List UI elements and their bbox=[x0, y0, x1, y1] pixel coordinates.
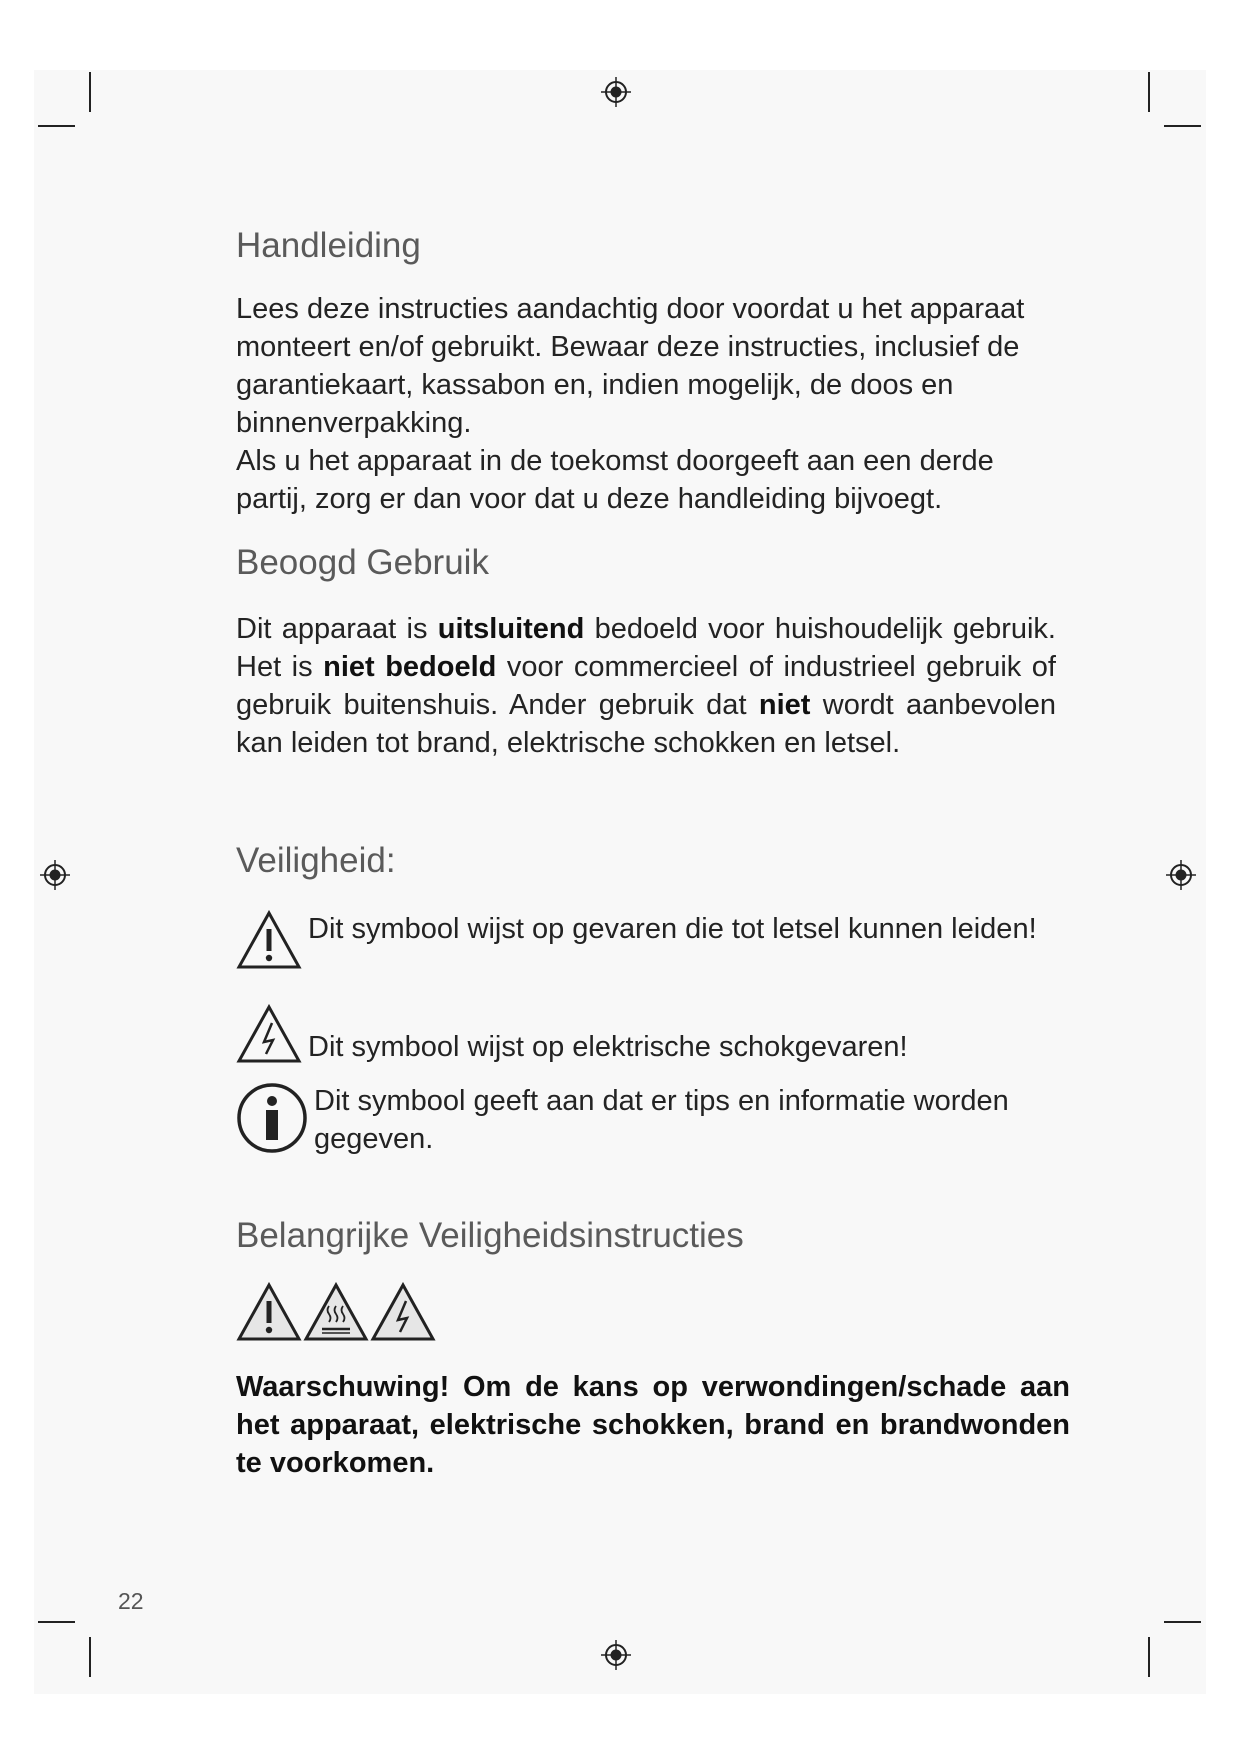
beoogd-text-1: Dit apparaat is bbox=[236, 613, 438, 645]
symbol-text-electric: Dit symbool wijst op elektrische schokgevaren! bbox=[308, 1031, 908, 1063]
warning-triangle-icon bbox=[236, 1282, 302, 1342]
registration-mark-icon bbox=[601, 1640, 631, 1670]
symbol-row-electric bbox=[236, 1004, 1096, 1066]
electric-shock-triangle-icon bbox=[236, 1004, 302, 1064]
info-circle-icon bbox=[236, 1082, 308, 1154]
beoogd-bold-3: niet bbox=[758, 689, 811, 721]
crop-mark bbox=[89, 1637, 91, 1677]
crop-mark bbox=[38, 1621, 75, 1623]
beoogd-text-4: wordt aanbevolen kan leiden tot brand, elektrische schokken en letsel. bbox=[236, 689, 1057, 759]
warning-paragraph: Waarschuwing! Om de kans op verwondingen/schade aan het apparaat, elektrische schokken, brand en brandwonden te voorkomen. bbox=[236, 1371, 1070, 1479]
crop-mark bbox=[1164, 1621, 1201, 1623]
beoogd-bold-2: niet bedoeld bbox=[323, 651, 497, 683]
symbol-text-warning: Dit symbool wijst op gevaren die tot letsel kunnen leiden! bbox=[308, 913, 1037, 945]
warning-triangle-icon bbox=[236, 910, 302, 970]
hot-surface-triangle-icon bbox=[303, 1282, 369, 1342]
crop-mark bbox=[1164, 125, 1201, 127]
beoogd-text-2: bedoeld voor huishoudelijk gebruik. Het is bbox=[236, 613, 1056, 683]
symbol-row-info bbox=[236, 1082, 1096, 1162]
section-title-veiligheid: Veiligheid: bbox=[236, 841, 396, 880]
crop-mark bbox=[1148, 1637, 1150, 1677]
handleiding-paragraph-2: Als u het apparaat in de toekomst doorgeeft aan een derde partij, zorg er dan voor dat u deze handleiding bijvoegt. bbox=[236, 445, 994, 515]
section-title-belangrijke-veiligheidsinstructies: Belangrijke Veiligheidsinstructies bbox=[236, 1216, 744, 1255]
beoogd-gebruik-paragraph bbox=[236, 610, 1056, 762]
registration-mark-icon bbox=[1166, 860, 1196, 890]
crop-mark bbox=[89, 72, 91, 112]
hazard-icons-row bbox=[236, 1282, 456, 1348]
handleiding-paragraph-1: Lees deze instructies aandachtig door voordat u het apparaat monteert en/of gebruikt. Bewaar deze instructies, inclusief de garantiekaart, kassabon en, indien mogelijk, de doos en binnenverpakking. bbox=[236, 293, 1025, 439]
section-title-handleiding: Handleiding bbox=[236, 226, 421, 265]
symbol-row-warning bbox=[236, 910, 1096, 990]
crop-mark bbox=[38, 125, 75, 127]
registration-mark-icon bbox=[40, 860, 70, 890]
beoogd-text-3: voor commercieel of industrieel gebruik of gebruik buitenshuis. Ander gebruik dat bbox=[236, 651, 1056, 721]
page-number: 22 bbox=[118, 1588, 144, 1614]
electric-shock-triangle-icon bbox=[370, 1282, 436, 1342]
symbol-text-info: Dit symbool geeft aan dat er tips en informatie worden gegeven. bbox=[314, 1085, 1009, 1155]
crop-mark bbox=[1148, 72, 1150, 112]
section-title-beoogd-gebruik: Beoogd Gebruik bbox=[236, 543, 489, 582]
beoogd-bold-1: uitsluitend bbox=[437, 613, 585, 645]
registration-mark-icon bbox=[601, 77, 631, 107]
